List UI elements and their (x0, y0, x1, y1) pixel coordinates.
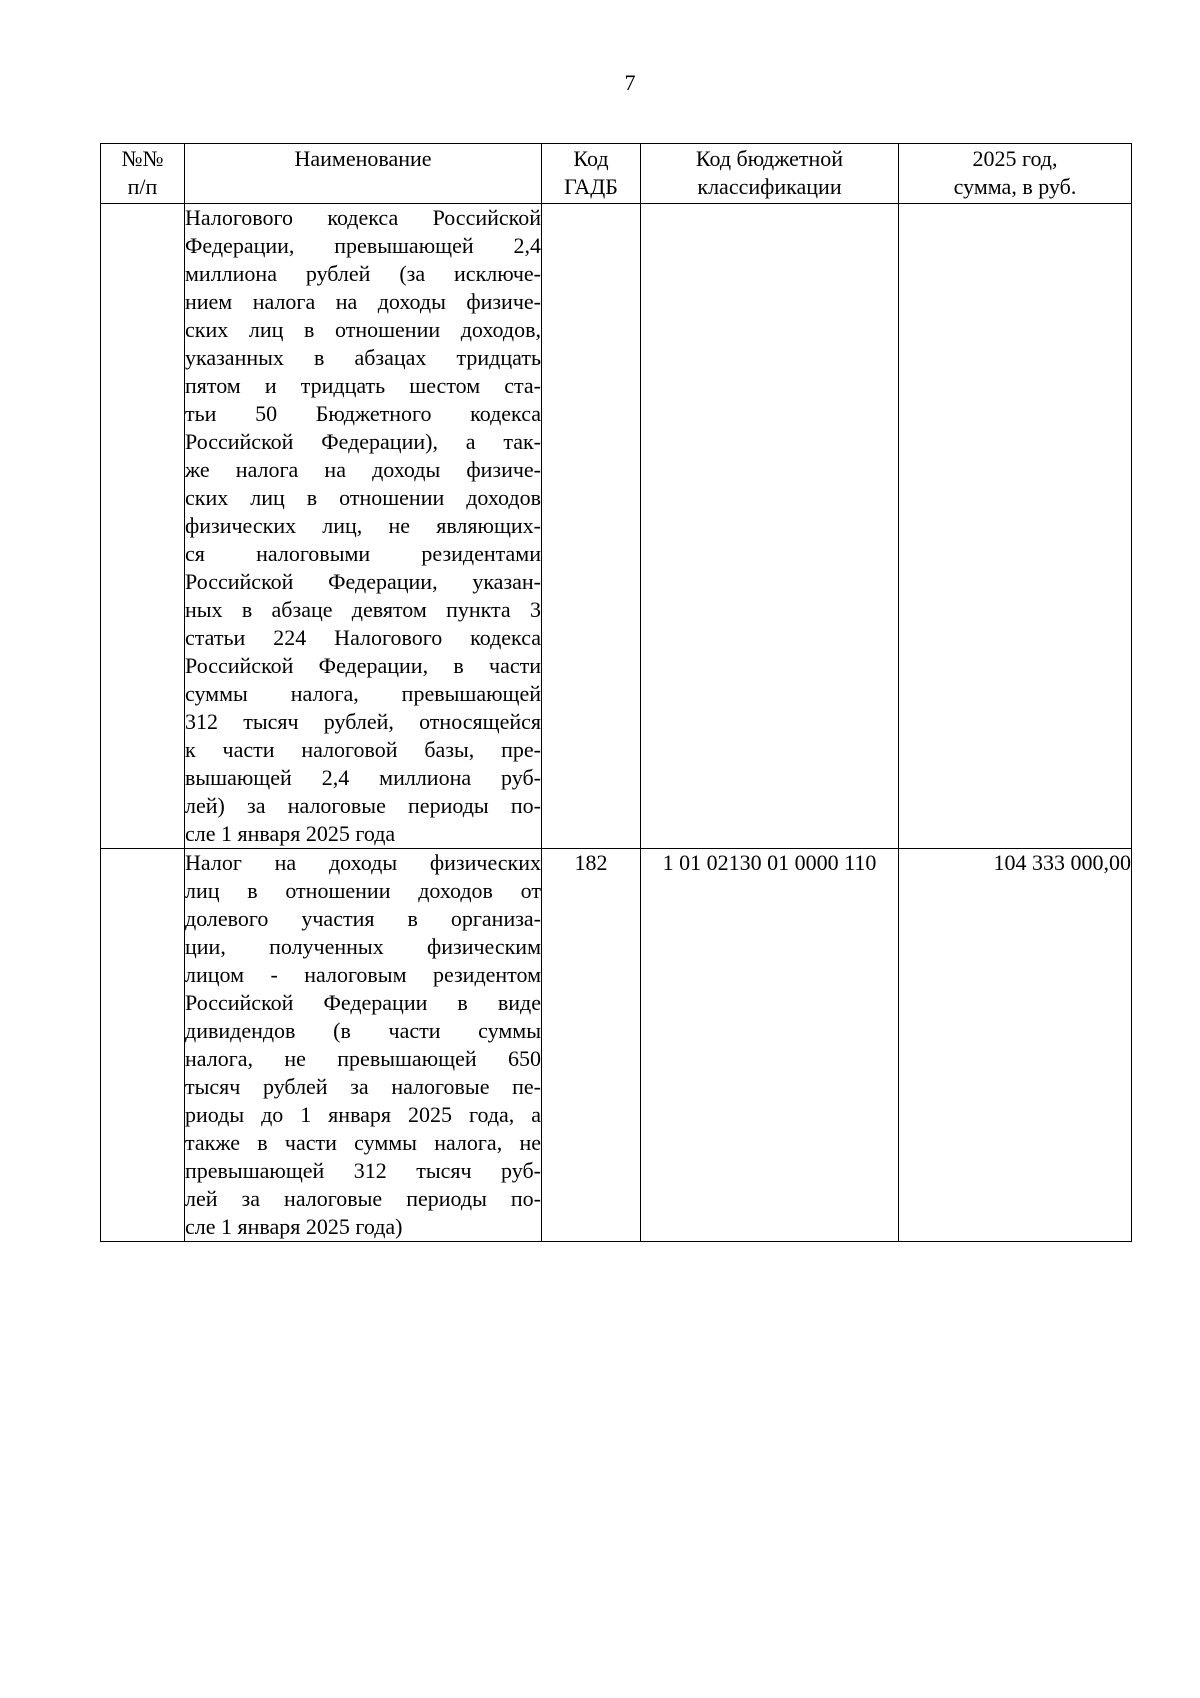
name-line: же налога на доходы физиче- (185, 457, 541, 482)
header-sum (899, 144, 1132, 204)
cell-num (101, 204, 185, 849)
header-num (101, 144, 185, 204)
header-kbk (641, 144, 899, 204)
name-line: ся налоговыми резидентами (185, 541, 541, 566)
name-line: налога, не превышающей 650 (185, 1046, 541, 1071)
header-name-text: Наименование (294, 146, 432, 171)
header-sum-line-1: 2025 год, (972, 146, 1058, 171)
budget-revenue-table (100, 143, 1132, 1242)
name-line: риоды до 1 января 2025 года, а (185, 1102, 541, 1127)
cell-kbk: 1 01 02130 01 0000 110 (641, 849, 899, 1242)
name-line: долевого участия в организа- (185, 906, 541, 931)
name-line: Федерации, превышающей 2,4 (185, 233, 541, 258)
cell-kbk (641, 204, 899, 849)
name-line: Российской Федерации), а так- (185, 429, 541, 454)
name-line: Налогового кодекса Российской (185, 205, 541, 230)
table-header-row (101, 144, 1132, 204)
header-num-line-1: №№ (121, 146, 164, 171)
cell-sum: 104 333 000,00 (899, 849, 1132, 1242)
header-gadb (542, 144, 641, 204)
name-line: лей) за налоговые периоды по- (185, 793, 541, 818)
name-line: пятом и тридцать шестом ста- (185, 373, 541, 398)
name-line: миллиона рублей (за исключе- (185, 261, 541, 286)
name-line: лицом - налоговым резидентом (185, 962, 541, 987)
header-gadb-line-2: ГАДБ (564, 174, 618, 199)
name-line: ных в абзаце девятом пункта 3 (185, 597, 541, 622)
table-row (101, 204, 1132, 849)
cell-num (101, 849, 185, 1242)
name-line: Российской Федерации в виде (185, 990, 541, 1015)
header-name (185, 144, 542, 204)
page-number: 7 (624, 70, 636, 95)
name-line: статьи 224 Налогового кодекса (185, 625, 541, 650)
name-line: Российской Федерации, в части (185, 653, 541, 678)
name-line: также в части суммы налога, не (185, 1130, 541, 1155)
name-line: к части налоговой базы, пре- (185, 737, 541, 762)
header-kbk-line-1: Код бюджетной (695, 146, 844, 171)
name-line: суммы налога, превышающей (185, 681, 541, 706)
cell-gadb (542, 204, 641, 849)
cell-gadb: 182 (542, 849, 641, 1242)
cell-name (185, 849, 542, 1242)
name-line: дивидендов (в части суммы (185, 1018, 541, 1043)
name-line: нием налога на доходы физиче- (185, 289, 541, 314)
name-line: сле 1 января 2025 года (185, 821, 396, 846)
name-line: указанных в абзацах тридцать (185, 345, 541, 370)
header-sum-line-2: сумма, в руб. (953, 174, 1077, 199)
name-line: тысяч рублей за налоговые пе- (185, 1074, 541, 1099)
cell-name (185, 204, 542, 849)
name-line: вышающей 2,4 миллиона руб- (185, 765, 541, 790)
name-line: лиц в отношении доходов от (185, 878, 541, 903)
name-line: Налог на доходы физических (185, 850, 541, 875)
name-line: лей за налоговые периоды по- (185, 1186, 541, 1211)
name-line: превышающей 312 тысяч руб- (185, 1158, 541, 1183)
name-line: ции, полученных физическим (185, 934, 541, 959)
name-line: Российской Федерации, указан- (185, 569, 541, 594)
table-row (101, 849, 1132, 1242)
header-gadb-line-1: Код (573, 146, 609, 171)
header-num-line-2: п/п (127, 174, 158, 199)
name-line: физических лиц, не являющих- (185, 513, 541, 538)
cell-sum (899, 204, 1132, 849)
header-kbk-line-2: классификации (697, 174, 842, 199)
name-line: 312 тысяч рублей, относящейся (185, 709, 541, 734)
name-line: ских лиц в отношении доходов, (185, 317, 541, 342)
name-line: ских лиц в отношении доходов (185, 485, 541, 510)
name-line: тьи 50 Бюджетного кодекса (185, 401, 541, 426)
name-line: сле 1 января 2025 года) (185, 1214, 403, 1239)
